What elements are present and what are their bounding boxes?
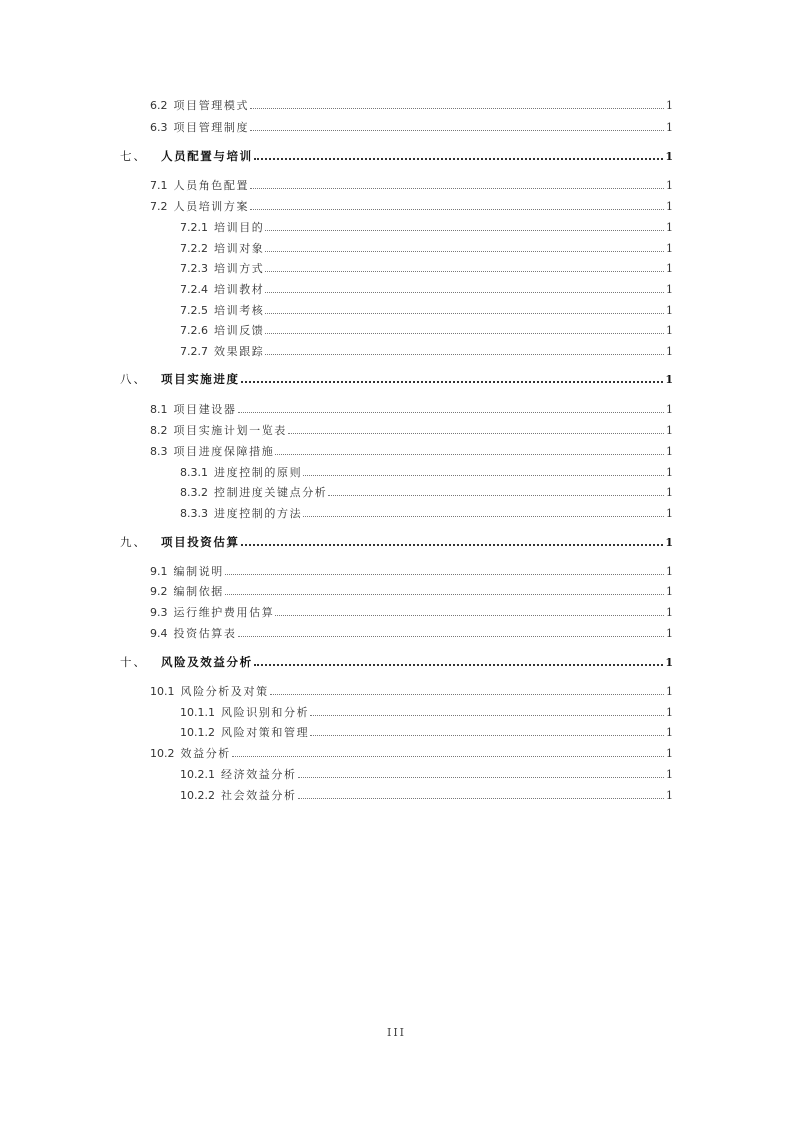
toc-entry-number: 7.2.7 bbox=[180, 344, 208, 358]
dot-leader bbox=[250, 120, 664, 131]
toc-entry-title: 培训教材 bbox=[214, 283, 265, 296]
toc-entry-page: 1 bbox=[665, 149, 673, 163]
toc-entry[interactable] bbox=[180, 342, 673, 360]
toc-entry-title: 项目建设器 bbox=[173, 403, 237, 416]
toc-entry[interactable] bbox=[180, 259, 673, 277]
toc-entry-title: 人员培训方案 bbox=[173, 200, 250, 213]
toc-entry-title: 项目管理制度 bbox=[173, 121, 250, 134]
toc-entry-title: 人员配置与培训 bbox=[161, 149, 253, 163]
toc-entry[interactable] bbox=[120, 653, 673, 671]
toc-entry[interactable] bbox=[120, 533, 673, 551]
toc-entry-number: 8.3.2 bbox=[180, 485, 208, 499]
toc-entry-title: 运行维护费用估算 bbox=[173, 606, 275, 619]
toc-entry-title: 投资估算表 bbox=[173, 627, 237, 640]
toc-entry-title: 控制进度关键点分析 bbox=[214, 486, 328, 499]
toc-entry-title: 风险及效益分析 bbox=[161, 655, 253, 669]
toc-entry-title: 社会效益分析 bbox=[221, 789, 297, 802]
dot-leader bbox=[303, 506, 664, 517]
dot-leader bbox=[265, 323, 664, 334]
toc-entry-number: 7.2.3 bbox=[180, 261, 208, 275]
toc-entry[interactable] bbox=[180, 703, 673, 721]
toc-entry-number: 8.3.3 bbox=[180, 506, 208, 520]
toc-entry-page: 1 bbox=[666, 605, 673, 619]
toc-entry-number: 6.3 bbox=[150, 120, 168, 134]
toc-entry-page: 1 bbox=[666, 178, 673, 192]
toc-entry-number: 9.2 bbox=[150, 584, 168, 598]
toc-entry-page: 1 bbox=[665, 535, 673, 549]
toc-entry-page: 1 bbox=[666, 402, 673, 416]
toc-entry-title: 编制依据 bbox=[173, 585, 224, 598]
toc-entry-title: 培训反馈 bbox=[214, 324, 265, 337]
toc-entry-title: 风险识别和分析 bbox=[221, 706, 310, 719]
toc-entry-number: 6.2 bbox=[150, 98, 168, 112]
toc-entry-page: 1 bbox=[666, 626, 673, 640]
dot-leader bbox=[298, 767, 664, 778]
dot-leader bbox=[250, 178, 664, 189]
toc-entry[interactable] bbox=[180, 483, 673, 501]
dot-leader bbox=[232, 746, 664, 757]
toc-entry-number: 7.2 bbox=[150, 199, 168, 213]
toc-entry-title: 培训对象 bbox=[214, 242, 265, 255]
toc-entry-title: 人员角色配置 bbox=[173, 179, 250, 192]
toc-entry-title: 风险对策和管理 bbox=[221, 726, 310, 739]
dot-leader bbox=[265, 261, 664, 272]
toc-entry[interactable] bbox=[180, 786, 673, 804]
toc-entry[interactable] bbox=[180, 504, 673, 522]
page-number: III bbox=[386, 1026, 407, 1039]
toc-entry-title: 效益分析 bbox=[180, 747, 231, 760]
toc-entry-page: 1 bbox=[666, 241, 673, 255]
toc-entry-number: 7.2.5 bbox=[180, 303, 208, 317]
toc-entry-page: 1 bbox=[666, 344, 673, 358]
toc-entry[interactable] bbox=[150, 624, 673, 642]
toc-entry[interactable] bbox=[150, 442, 673, 460]
toc-entry-title: 项目管理模式 bbox=[173, 99, 250, 112]
toc-entry-page: 1 bbox=[665, 372, 673, 386]
dot-leader bbox=[270, 684, 664, 695]
toc-entry-page: 1 bbox=[666, 705, 673, 719]
toc-entry-number: 10.2.2 bbox=[180, 788, 215, 802]
toc-entry-page: 1 bbox=[666, 220, 673, 234]
toc-entry-page: 1 bbox=[666, 120, 673, 134]
toc-entry-title: 编制说明 bbox=[173, 565, 224, 578]
toc-entry-number: 九、 bbox=[120, 535, 147, 549]
toc-entry-title: 风险分析及对策 bbox=[180, 685, 269, 698]
dot-leader bbox=[288, 423, 664, 434]
dot-leader bbox=[241, 534, 664, 546]
toc-entry-page: 1 bbox=[666, 303, 673, 317]
dot-leader bbox=[303, 465, 664, 476]
dot-leader bbox=[254, 148, 664, 160]
dot-leader bbox=[310, 725, 664, 736]
dot-leader bbox=[238, 626, 665, 637]
toc-entry[interactable] bbox=[150, 118, 673, 136]
dot-leader bbox=[241, 371, 664, 383]
toc-entry-page: 1 bbox=[666, 564, 673, 578]
toc-entry-number: 7.2.2 bbox=[180, 241, 208, 255]
toc-entry[interactable] bbox=[180, 321, 673, 339]
toc-entry-number: 7.2.1 bbox=[180, 220, 208, 234]
toc-entry-number: 7.2.4 bbox=[180, 282, 208, 296]
dot-leader bbox=[275, 444, 664, 455]
toc-entry[interactable] bbox=[120, 370, 673, 388]
toc-entry-number: 9.3 bbox=[150, 605, 168, 619]
toc-entry[interactable] bbox=[150, 682, 673, 700]
toc-entry-page: 1 bbox=[666, 506, 673, 520]
toc-entry-title: 进度控制的方法 bbox=[214, 507, 303, 520]
toc-entry-number: 9.4 bbox=[150, 626, 168, 640]
dot-leader bbox=[238, 402, 665, 413]
toc-entry-page: 1 bbox=[666, 261, 673, 275]
toc-entry[interactable] bbox=[150, 197, 673, 215]
dot-leader bbox=[265, 303, 664, 314]
toc-entry[interactable] bbox=[150, 421, 673, 439]
toc-entry-page: 1 bbox=[666, 767, 673, 781]
dot-leader bbox=[250, 199, 664, 210]
toc-entry[interactable] bbox=[150, 582, 673, 600]
toc-entry-number: 10.2.1 bbox=[180, 767, 215, 781]
toc-entry-page: 1 bbox=[666, 788, 673, 802]
toc-entry-number: 十、 bbox=[120, 655, 147, 669]
dot-leader bbox=[298, 788, 664, 799]
toc-entry[interactable] bbox=[180, 301, 673, 319]
toc-entry-number: 八、 bbox=[120, 372, 147, 386]
dot-leader bbox=[254, 654, 664, 666]
toc-entry-title: 效果跟踪 bbox=[214, 345, 265, 358]
toc-entry-title: 经济效益分析 bbox=[221, 768, 297, 781]
dot-leader bbox=[275, 605, 664, 616]
toc-entry-page: 1 bbox=[666, 323, 673, 337]
toc-entry-page: 1 bbox=[666, 444, 673, 458]
toc-entry[interactable] bbox=[180, 765, 673, 783]
dot-leader bbox=[265, 282, 664, 293]
toc-entry[interactable] bbox=[120, 147, 673, 165]
toc-entry-page: 1 bbox=[666, 98, 673, 112]
toc-entry-number: 10.1 bbox=[150, 684, 175, 698]
toc-entry-title: 项目进度保障措施 bbox=[173, 445, 275, 458]
toc-entry-number: 9.1 bbox=[150, 564, 168, 578]
toc-entry-page: 1 bbox=[666, 725, 673, 739]
dot-leader bbox=[265, 344, 664, 355]
dot-leader bbox=[225, 584, 664, 595]
toc-entry-page: 1 bbox=[666, 584, 673, 598]
toc-entry[interactable] bbox=[150, 176, 673, 194]
toc-entry-title: 项目实施计划一览表 bbox=[173, 424, 287, 437]
dot-leader bbox=[310, 705, 664, 716]
toc-entry-number: 7.2.6 bbox=[180, 323, 208, 337]
toc-entry[interactable] bbox=[180, 218, 673, 236]
toc-entry-page: 1 bbox=[666, 423, 673, 437]
toc-entry[interactable] bbox=[150, 562, 673, 580]
toc-entry-page: 1 bbox=[666, 684, 673, 698]
toc-entry-title: 培训目的 bbox=[214, 221, 265, 234]
toc-entry-title: 项目实施进度 bbox=[161, 372, 240, 386]
toc-entry-page: 1 bbox=[666, 465, 673, 479]
toc-entry-number: 10.1.2 bbox=[180, 725, 215, 739]
toc-entry[interactable] bbox=[150, 603, 673, 621]
toc-entry[interactable] bbox=[150, 744, 673, 762]
dot-leader bbox=[265, 220, 664, 231]
toc-entry-number: 8.3 bbox=[150, 444, 168, 458]
toc-entry-number: 七、 bbox=[120, 149, 147, 163]
toc-entry-number: 8.1 bbox=[150, 402, 168, 416]
dot-leader bbox=[250, 98, 664, 109]
toc-entry-number: 8.3.1 bbox=[180, 465, 208, 479]
toc-entry[interactable] bbox=[180, 239, 673, 257]
toc-entry-number: 10.2 bbox=[150, 746, 175, 760]
toc-entry-page: 1 bbox=[666, 485, 673, 499]
toc-entry-number: 10.1.1 bbox=[180, 705, 215, 719]
toc-entry-page: 1 bbox=[666, 746, 673, 760]
dot-leader bbox=[328, 485, 664, 496]
toc-entry-number: 8.2 bbox=[150, 423, 168, 437]
toc-entry[interactable] bbox=[180, 723, 673, 741]
toc-entry[interactable] bbox=[180, 463, 673, 481]
toc-entry-title: 培训考核 bbox=[214, 304, 265, 317]
toc-entry-title: 进度控制的原则 bbox=[214, 466, 303, 479]
toc-entry[interactable] bbox=[150, 96, 673, 114]
toc-entry-number: 7.1 bbox=[150, 178, 168, 192]
toc-entry-title: 项目投资估算 bbox=[161, 535, 240, 549]
toc-entry-page: 1 bbox=[666, 282, 673, 296]
dot-leader bbox=[265, 241, 664, 252]
dot-leader bbox=[225, 564, 664, 575]
toc-entry-page: 1 bbox=[665, 655, 673, 669]
toc-entry-page: 1 bbox=[666, 199, 673, 213]
toc-entry-title: 培训方式 bbox=[214, 262, 265, 275]
toc-entry[interactable] bbox=[180, 280, 673, 298]
toc-entry[interactable] bbox=[150, 400, 673, 418]
